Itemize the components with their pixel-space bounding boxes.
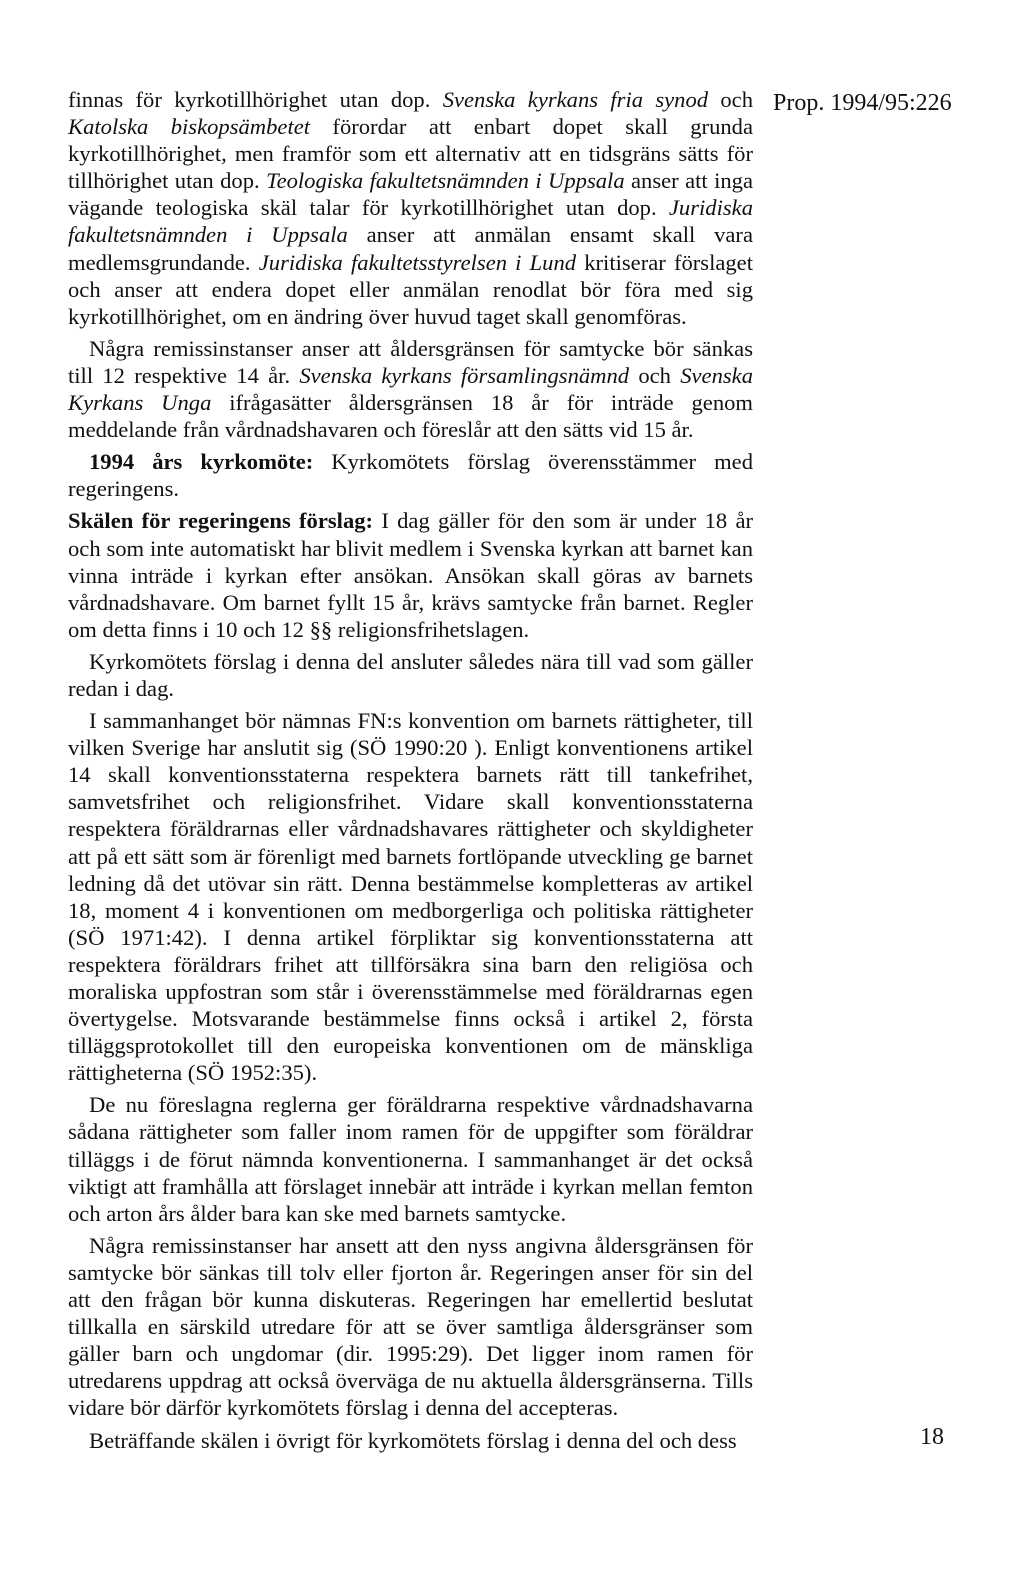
- italic-org-name: Svenska kyrkans fria synod: [442, 87, 709, 112]
- text-segment: ifrågasätter åldersgränsen 18 år för inträde genom meddelande från vårdnadshavaren och föreslår att den sätts vid 15 år.: [68, 390, 753, 443]
- text-segment: anser att inga vägande teologiska skäl talar för kyrkotillhörighet utan dop.: [68, 168, 753, 221]
- text-segment: och: [708, 87, 753, 112]
- proposition-reference: Prop. 1994/95:226: [773, 90, 952, 116]
- paragraph-kyrkomote-proposal: Kyrkomötets förslag i denna del ansluter således nära till vad som gäller redan i dag.: [68, 648, 753, 701]
- text-segment: och: [629, 362, 681, 388]
- text-segment: I dag gäller för den som är under 18 år och som inte automatiskt har blivit medlem i Svenska kyrkan att barnet kan vinna inträde i kyrkan efter ansökan. Ansökan skall göras av barnets vårdnadshavare. Om barnet fyllt 15 år, krävs samtycke från barnet. Regler om detta finns i 10 och 12 §§ religionsfrihetslagen.: [68, 508, 753, 642]
- text-segment: finnas för kyrkotillhörighet utan dop.: [68, 87, 443, 112]
- paragraph-kyrkomote: [68, 448, 753, 502]
- italic-org-name: Svenska kyrkans församlingsnämnd: [299, 362, 630, 388]
- italic-org-name: Juridiska fakultetsstyrelsen i Lund: [258, 249, 577, 275]
- text-segment: Kyrkomötets förslag överensstämmer med regeringens.: [68, 449, 753, 502]
- page-number: 18: [920, 1424, 944, 1450]
- text-segment: anser att anmälan ensamt skall vara medlemsgrundande.: [68, 222, 753, 275]
- paragraph-reasons: [68, 507, 753, 642]
- paragraph-age-limit-remiss: [68, 335, 753, 443]
- italic-org-name: Juridiska fakultetsnämnden i Uppsala: [68, 195, 753, 248]
- paragraph-continuation: Beträffande skälen i övrigt för kyrkomötets förslag i denna del och dess: [89, 1427, 737, 1453]
- bold-heading: Skälen för regeringens förslag:: [68, 508, 374, 534]
- paragraph-remiss-synod: [68, 86, 753, 330]
- paragraph-un-convention: I sammanhanget bör nämnas FN:s konvention om barnets rättigheter, till vilken Sverige har anslutit sig (SÖ 1990:20 ). Enligt konventionens artikel 14 skall konventionsstaterna respektera barnets rätt till tankefrihet, samvetsfrihet och religionsfrihet. Vidare skall konventionsstaterna respektera föräldrarnas eller vårdnadshavares rättigheter och skyldigheter att på ett sätt som är förenligt med barnets fortlöpande utveckling ge barnet ledning då det utövar sin rätt. Denna bestämmelse kompletteras av artikel 18, moment 4 i konventionen om medborgerliga och politiska rättigheter (SÖ 1971:42). I denna artikel förpliktar sig konventionsstaterna att respektera föräldrars frihet att tillförsäkra sina barn den religiösa och moraliska uppfostran som står i överensstämmelse med föräldrarnas egen övertygelse. Motsvarande bestämmelse finns också i artikel 2, första tilläggsprotokollet till den europeiska konventionen om de mänskliga rättigheterna (SÖ 1952:35).: [68, 708, 753, 1086]
- text-segment: förordar att enbart dopet skall grunda kyrkotillhörighet, men framför som ett alternativ att en tidsgräns sätts för tillhörighet utan dop.: [68, 114, 753, 194]
- paragraph-age-limit-review: Några remissinstanser har ansett att den nyss angivna åldersgränsen för samtycke bör sänkas till tolv eller fjorton år. Regeringen anser för sin del att den frågan bör kunna diskuteras. Regeringen har emellertid beslutat tillkalla en särskild utredare för att se över samtliga åldersgränser som gäller barn och ungdomar (dir. 1995:29). Det ligger inom ramen för utredarens uppdrag att också överväga de nu aktuella åldersgränserna. Tills vidare bör därför kyrkomötets förslag i denna del accepteras.: [68, 1232, 753, 1421]
- text-segment: kritiserar förslaget och anser att endera dopet eller anmälan renodlat bör föra med sig kyrkotillhörighet, om en ändring över huvud taget skall genomföras.: [68, 249, 753, 329]
- document-body: [68, 86, 753, 1459]
- bold-heading: 1994 års kyrkomöte:: [89, 449, 314, 475]
- italic-org-name: Svenska Kyrkans Unga: [68, 362, 753, 416]
- text-segment: Några remissinstanser anser att åldersgränsen för samtycke bör sänkas till 12 respektive 14 år.: [68, 335, 753, 388]
- paragraph-proposed-rules: De nu föreslagna reglerna ger föräldrarna respektive vårdnadshavarna sådana rättigheter som faller inom ramen för de uppgifter som föräldrar tilläggs i de förut nämnda konventionerna. I sammanhanget är det också viktigt att framhålla att förslaget innebär att inträde i kyrkan mellan femton och arton års ålder bara kan ske med barnets samtycke.: [68, 1092, 753, 1226]
- italic-org-name: Katolska biskopsämbetet: [68, 114, 311, 140]
- italic-org-name: Teologiska fakultetsnämnden i Uppsala: [266, 168, 625, 194]
